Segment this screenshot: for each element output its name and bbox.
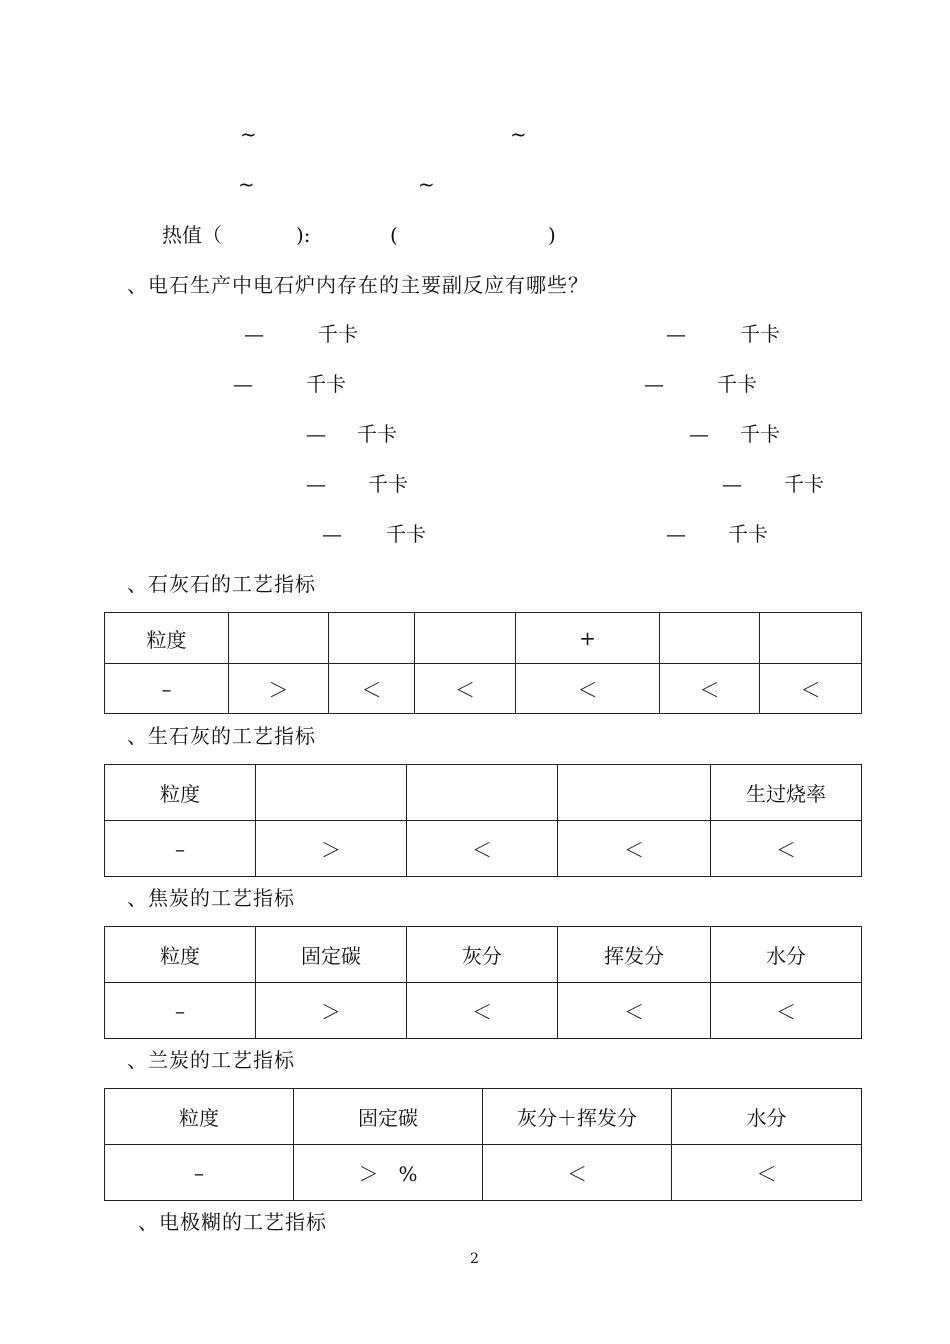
table-cell [415, 613, 516, 664]
question-electrode-paste: 、电极糊的工艺指标 [138, 1210, 327, 1234]
table-cell: – [105, 1145, 294, 1201]
reaction-dash: — [666, 522, 686, 546]
table-cell: 固定碳 [256, 927, 407, 983]
reaction-unit: 千卡 [728, 522, 768, 546]
reaction-dash: — [666, 322, 686, 346]
table-cell: 水分 [672, 1089, 862, 1145]
table-cell: ＞ [256, 983, 407, 1039]
reaction-dash: — [244, 322, 264, 346]
table-cell: – [105, 983, 256, 1039]
table-cell: 固定碳 [294, 1089, 483, 1145]
table-cell: + [516, 613, 660, 664]
question-quicklime: 、生石灰的工艺指标 [127, 724, 316, 748]
table-cell: 灰分 [407, 927, 558, 983]
tilde-mark: ~ [418, 172, 435, 196]
quicklime-table [104, 764, 862, 877]
table-cell [229, 613, 329, 664]
table-cell: ＜ [415, 664, 516, 714]
reaction-dash: — [689, 422, 709, 446]
reaction-unit: 千卡 [306, 372, 346, 396]
reaction-dash: — [233, 372, 253, 396]
table-cell [407, 765, 558, 821]
semicoke-table [104, 1088, 862, 1201]
table-cell: 粒度 [105, 1089, 294, 1145]
table-cell: ＜ [672, 1145, 862, 1201]
table-cell: ＜ [407, 983, 558, 1039]
reaction-unit: 千卡 [368, 472, 408, 496]
table-cell: ＜ [711, 821, 862, 877]
question-limestone: 、石灰石的工艺指标 [127, 572, 316, 596]
table-cell: 粒度 [105, 927, 256, 983]
reaction-unit: 千卡 [717, 372, 757, 396]
table-cell: ＜ [483, 1145, 672, 1201]
reaction-dash: — [644, 372, 664, 396]
limestone-table [104, 612, 862, 714]
reaction-unit: 千卡 [386, 522, 426, 546]
table-cell: 水分 [711, 927, 862, 983]
heat-value-label: 热值（ [162, 223, 222, 247]
table-cell: ＞ [229, 664, 329, 714]
reaction-unit: 千卡 [318, 322, 358, 346]
table-cell: ＜ [516, 664, 660, 714]
table-cell [256, 765, 407, 821]
table-cell: ＜ [711, 983, 862, 1039]
table-cell: 灰分＋挥发分 [483, 1089, 672, 1145]
table-cell: ＜ [407, 821, 558, 877]
page-number: 2 [470, 1251, 479, 1267]
table-cell [660, 613, 760, 664]
tilde-mark: ~ [240, 122, 257, 146]
heat-value-colon: ): [296, 223, 311, 247]
question-coke: 、焦炭的工艺指标 [127, 886, 295, 910]
table-cell: 生过烧率 [711, 765, 862, 821]
table-cell [760, 613, 862, 664]
table-cell: – [105, 664, 229, 714]
reaction-unit: 千卡 [357, 422, 397, 446]
reaction-unit: 千卡 [784, 472, 824, 496]
table-cell: 粒度 [105, 765, 256, 821]
heat-value-open: ( [390, 223, 398, 247]
table-cell: – [105, 821, 256, 877]
table-cell: ＜ [329, 664, 415, 714]
reaction-unit: 千卡 [740, 422, 780, 446]
table-cell: ＜ [660, 664, 760, 714]
question-semicoke: 、兰炭的工艺指标 [127, 1048, 295, 1072]
coke-table [104, 926, 862, 1039]
reaction-dash: — [722, 472, 742, 496]
table-cell [329, 613, 415, 664]
question-side-reactions: 、电石生产中电石炉内存在的主要副反应有哪些？ [127, 273, 589, 297]
table-cell: ＜ [760, 664, 862, 714]
tilde-mark: ~ [238, 172, 255, 196]
heat-value-close: ) [548, 223, 556, 247]
table-cell: 粒度 [105, 613, 229, 664]
table-cell: ＜ [558, 821, 711, 877]
reaction-unit: 千卡 [740, 322, 780, 346]
table-cell: ＞ [256, 821, 407, 877]
reaction-dash: — [306, 472, 326, 496]
table-cell: 挥发分 [558, 927, 711, 983]
reaction-dash: — [306, 422, 326, 446]
tilde-mark: ~ [510, 122, 527, 146]
reaction-dash: — [322, 522, 342, 546]
table-cell [558, 765, 711, 821]
table-cell: ＞ % [294, 1145, 483, 1201]
table-cell: ＜ [558, 983, 711, 1039]
